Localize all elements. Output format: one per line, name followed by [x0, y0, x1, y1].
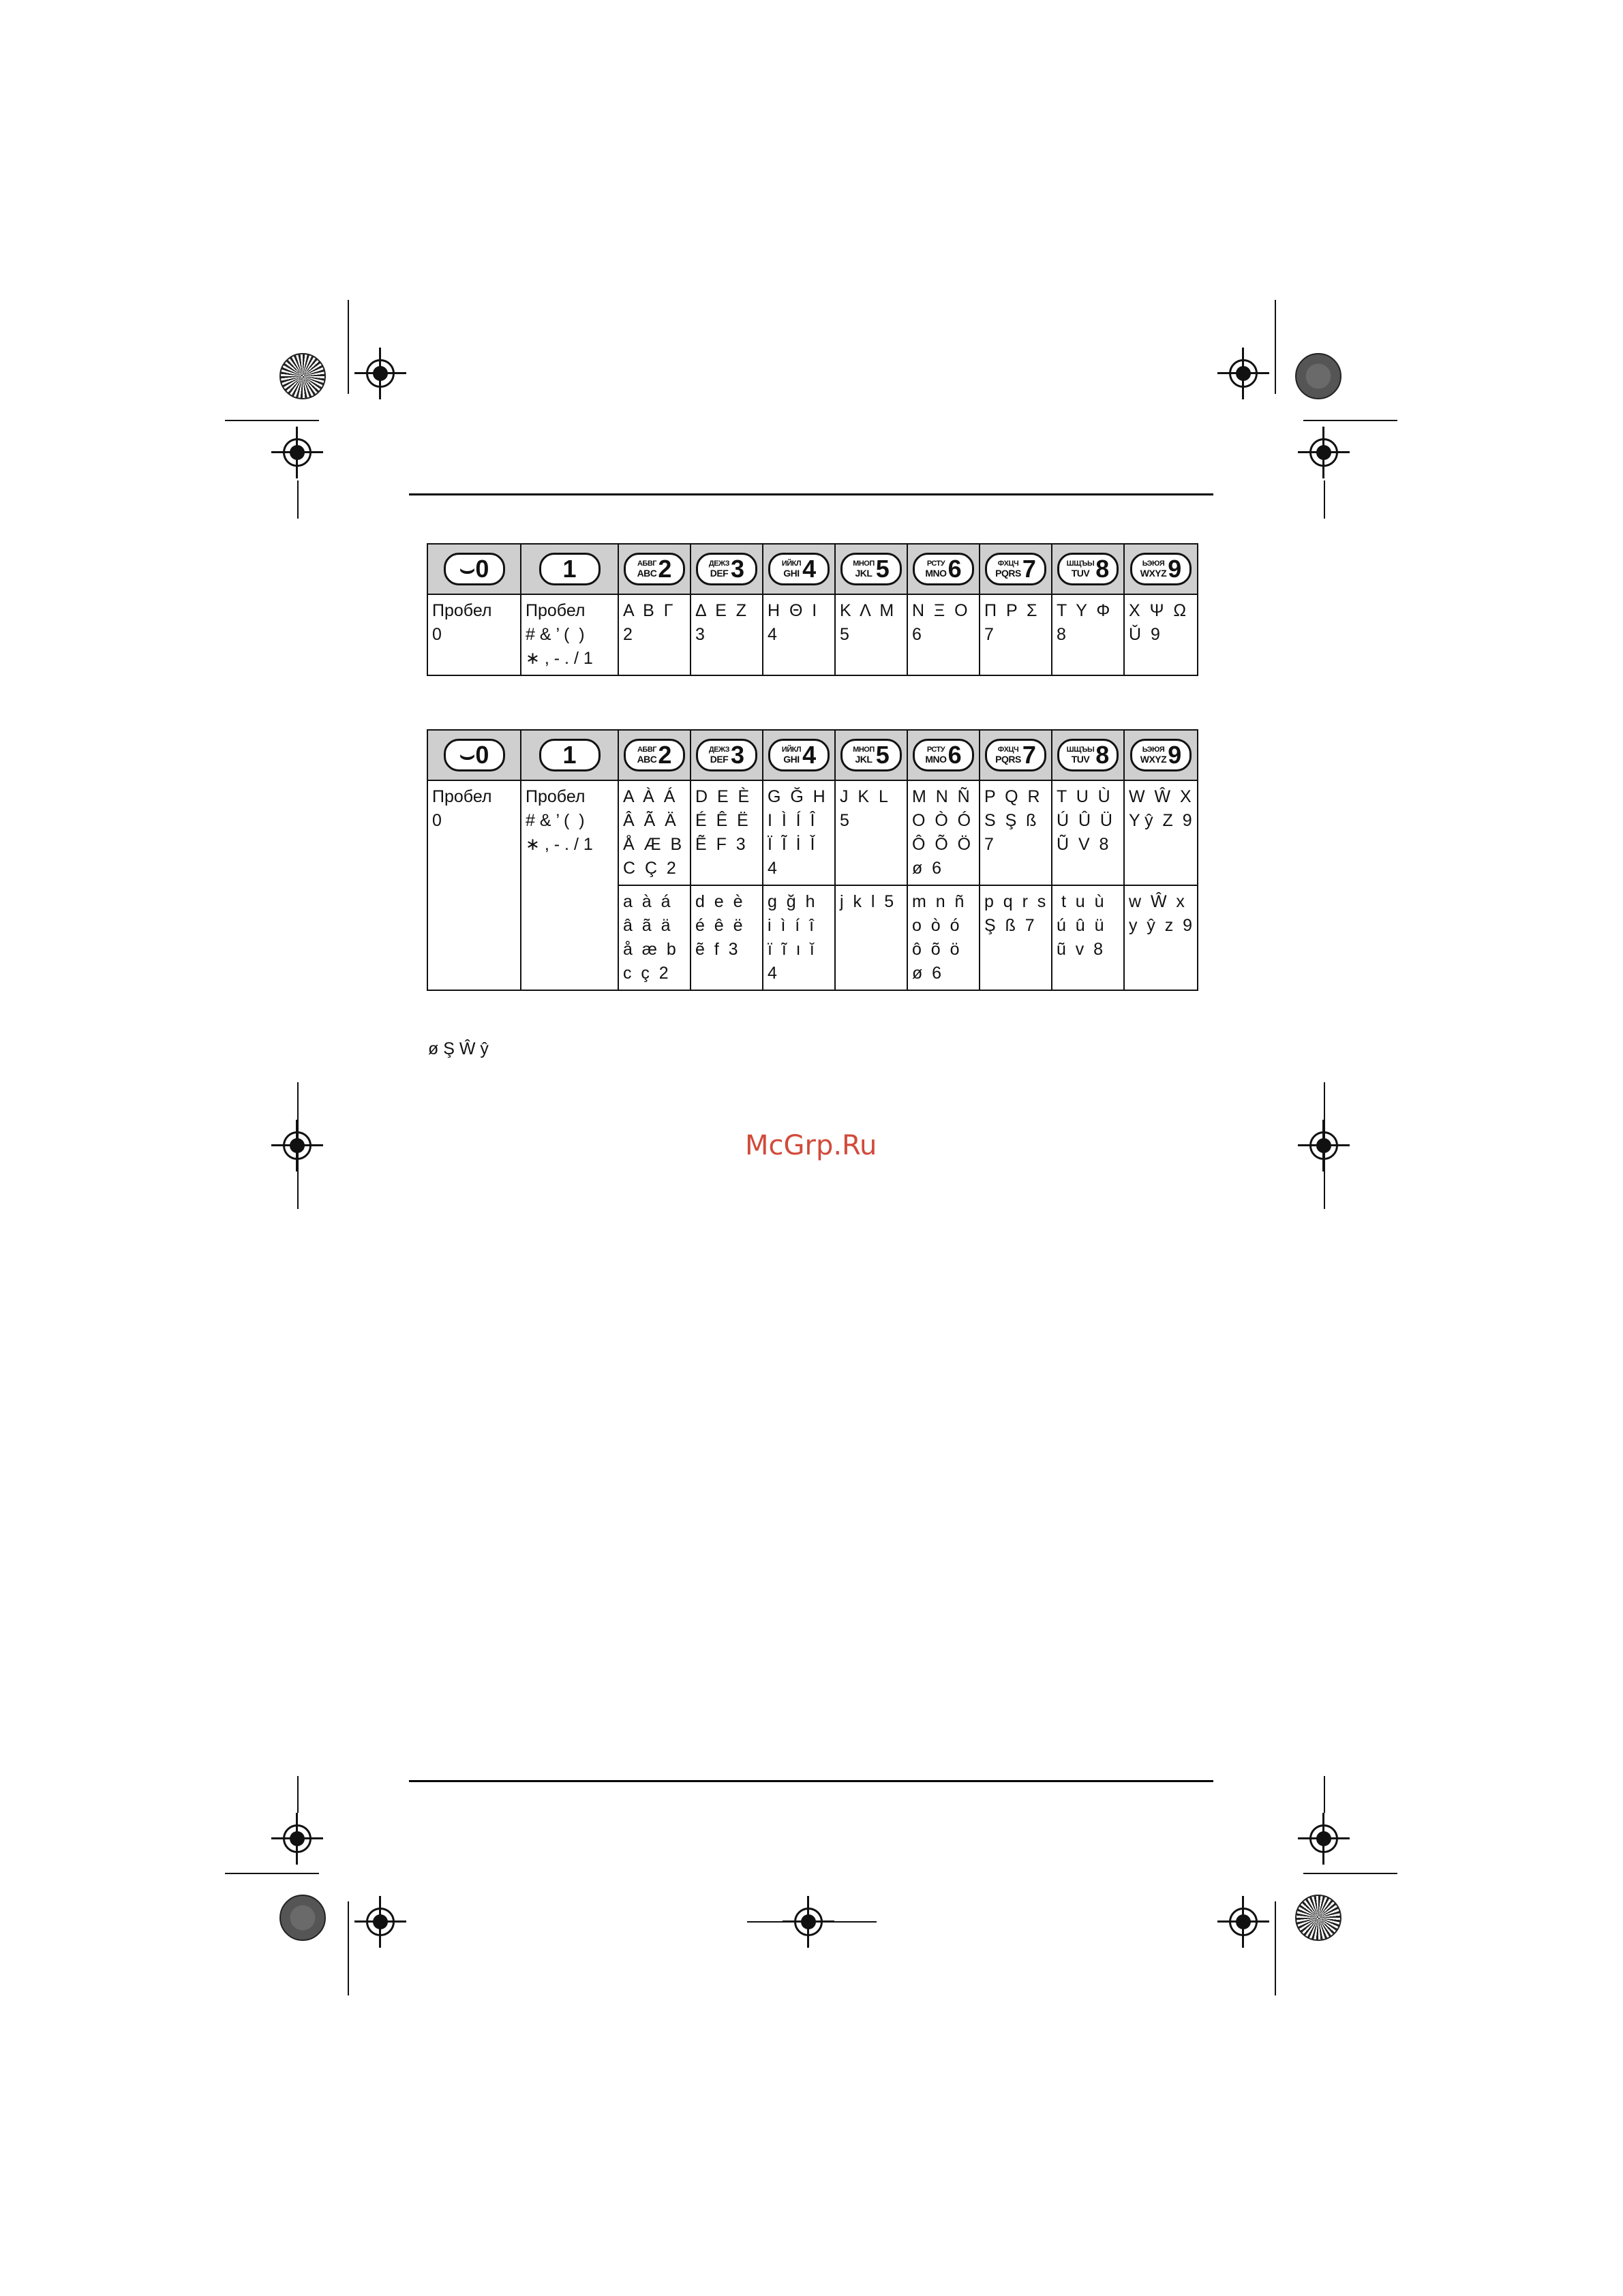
key-5-header [835, 730, 907, 780]
table-cell: Ν Ξ Ο 6 [907, 594, 980, 675]
table-cell: A À Á Â Ã Ä Å Æ B C Ç 2 [618, 780, 691, 885]
crop-mark [1303, 1873, 1397, 1874]
table-cell: m n ñ o ò ó ô õ ö ø 6 [907, 885, 980, 990]
color-target-icon [1295, 353, 1341, 399]
greek-character-table [427, 543, 1198, 676]
key-1-header [521, 730, 618, 780]
special-characters-note: ø Ş Ŵ ŷ [428, 1039, 489, 1058]
crop-mark [225, 1873, 319, 1874]
key-5-icon: МНОП JKL 5 [840, 739, 902, 771]
crop-mark [348, 300, 349, 394]
key-7-header [980, 544, 1052, 594]
color-target-icon [279, 1895, 326, 1941]
key-3-icon: ДЕЖЗ DEF 3 [696, 739, 757, 771]
key-5-header [835, 544, 907, 594]
key-header-row [427, 730, 1198, 780]
key-3-header [691, 730, 763, 780]
table-cell: T U Ù Ú Û Ü Ũ V 8 [1052, 780, 1124, 885]
key-6-icon: РСТУ MNO 6 [913, 739, 974, 771]
key-2-header [618, 544, 691, 594]
crop-mark [1275, 300, 1276, 394]
latin-character-table [427, 729, 1198, 991]
key-6-icon: РСТУ MNO 6 [913, 553, 974, 585]
key-4-icon: ИЙКЛ GHI 4 [768, 739, 830, 771]
registration-mark-icon [354, 348, 406, 399]
key-9-header [1124, 730, 1198, 780]
key-3-icon: ДЕЖЗ DEF 3 [696, 553, 757, 585]
registration-mark-icon [271, 427, 323, 478]
key-5-icon: МНОП JKL 5 [840, 553, 902, 585]
key-6-header [907, 730, 980, 780]
key-8-header [1052, 544, 1124, 594]
key-9-header [1124, 544, 1198, 594]
table-cell: Τ Υ Φ 8 [1052, 594, 1124, 675]
table-cell: Пробел # & ’ ( ) ∗ , - . / 1 [521, 780, 618, 990]
key-2-header [618, 730, 691, 780]
key-1-header [521, 544, 618, 594]
key-0-icon: ⌣0 [444, 553, 505, 585]
key-7-icon: ФХЦЧ PQRS 7 [985, 553, 1046, 585]
uppercase-row [427, 780, 1198, 885]
key-4-header [763, 730, 835, 780]
registration-mark-icon [1298, 427, 1350, 478]
table-cell: Δ Ε Ζ 3 [691, 594, 763, 675]
table-cell: D E È É Ê Ë Ẽ F 3 [691, 780, 763, 885]
table-cell: w Ŵ x y ŷ z 9 [1124, 885, 1198, 990]
table-cell: Χ Ψ Ω Ǔ 9 [1124, 594, 1198, 675]
key-header-row [427, 544, 1198, 594]
table-cell: Π Ρ Σ 7 [980, 594, 1052, 675]
crop-mark [1324, 480, 1325, 519]
table-cell: W Ŵ X Y ŷ Z 9 [1124, 780, 1198, 885]
color-target-icon [1295, 1895, 1341, 1941]
table-cell: Κ Λ Μ 5 [835, 594, 907, 675]
crop-mark [297, 480, 299, 519]
table-cell: g ğ h i ì í î ï ĩ ı ǐ 4 [763, 885, 835, 990]
key-1-icon: 1 [539, 739, 601, 771]
registration-mark-icon [271, 1813, 323, 1865]
key-9-icon: ЬЭЮЯ WXYZ 9 [1130, 553, 1192, 585]
color-target-icon [279, 353, 326, 399]
header-rule [409, 493, 1213, 495]
crop-mark [1275, 1901, 1276, 1995]
crop-mark [1324, 1082, 1325, 1209]
key-0-header [427, 544, 521, 594]
table-cell: G Ğ H I Ì Í Î Ï Ĩ İ Ǐ 4 [763, 780, 835, 885]
key-2-icon: АБВГ ABC 2 [624, 553, 685, 585]
table-cell: a à á â ã ä å æ b c ç 2 [618, 885, 691, 990]
table-row [427, 594, 1198, 675]
table-cell: Пробел # & ’ ( ) ∗ , - . / 1 [521, 594, 618, 675]
key-2-icon: АБВГ ABC 2 [624, 739, 685, 771]
crop-mark [1303, 420, 1397, 421]
table-cell: Пробел 0 [427, 780, 521, 990]
key-9-icon: ЬЭЮЯ WXYZ 9 [1130, 739, 1192, 771]
watermark: McGrp.Ru [745, 1130, 877, 1161]
table-cell: M N Ñ O Ò Ó Ô Õ Ö ø 6 [907, 780, 980, 885]
key-6-header [907, 544, 980, 594]
crop-mark [297, 1776, 299, 1813]
crop-mark [1324, 1776, 1325, 1813]
table-cell: Пробел 0 [427, 594, 521, 675]
key-0-header [427, 730, 521, 780]
key-1-icon: 1 [539, 553, 601, 585]
table-cell: d e è é ê ë ẽ f 3 [691, 885, 763, 990]
crop-mark [225, 420, 319, 421]
table-cell: Α Β Γ 2 [618, 594, 691, 675]
key-4-header [763, 544, 835, 594]
key-7-header [980, 730, 1052, 780]
crop-mark [348, 1901, 349, 1995]
crop-mark [297, 1082, 299, 1209]
key-8-header [1052, 730, 1124, 780]
registration-mark-icon [354, 1896, 406, 1948]
registration-mark-icon [1298, 1813, 1350, 1865]
registration-mark-icon [1217, 348, 1269, 399]
registration-mark-icon [1217, 1896, 1269, 1948]
crop-mark [747, 1921, 877, 1923]
table-cell: Η Θ Ι 4 [763, 594, 835, 675]
key-8-icon: ШЩЪЫ TUV 8 [1057, 553, 1119, 585]
table-cell: t u ù ú û ü ũ v 8 [1052, 885, 1124, 990]
key-3-header [691, 544, 763, 594]
key-7-icon: ФХЦЧ PQRS 7 [985, 739, 1046, 771]
key-4-icon: ИЙКЛ GHI 4 [768, 553, 830, 585]
key-0-icon: ⌣0 [444, 739, 505, 771]
table-cell: P Q R S Ş ß 7 [980, 780, 1052, 885]
key-8-icon: ШЩЪЫ TUV 8 [1057, 739, 1119, 771]
footer-rule [409, 1780, 1213, 1782]
table-cell: p q r s Ş ß 7 [980, 885, 1052, 990]
table-cell: J K L 5 [835, 780, 907, 885]
table-cell: j k l 5 [835, 885, 907, 990]
